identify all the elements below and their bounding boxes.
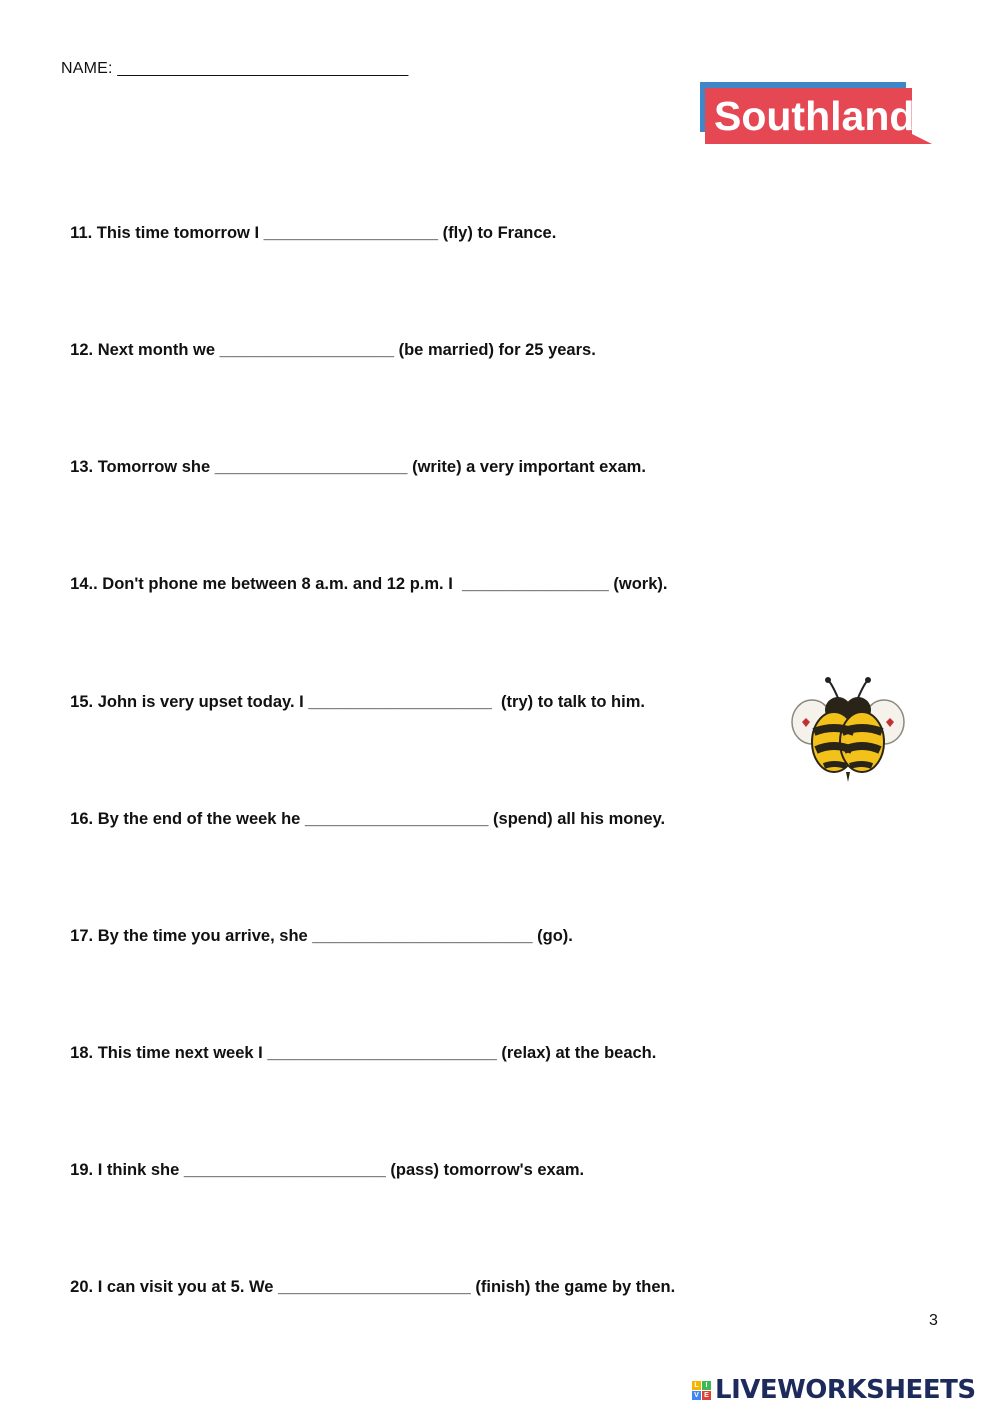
question-18: 18. This time next week I _________________________ (relax) at the beach. [70,1044,657,1062]
answer-blank-13[interactable]: _____________________ [214,458,408,476]
answer-blank-17[interactable]: ________________________ [312,927,533,945]
liveworksheets-logo [692,1374,976,1406]
question-11: 11. This time tomorrow I ___________________ (fly) to France. [70,224,557,242]
page-number: 3 [929,1312,938,1329]
answer-blank-15[interactable]: ____________________ [308,693,497,711]
answer-blank-12[interactable]: ___________________ [219,341,395,359]
question-16: 16. By the end of the week he ____________________ (spend) all his money. [70,810,666,828]
question-15: 15. John is very upset today. I ____________________ (try) to talk to him. [70,693,645,711]
bee-icon [788,676,908,784]
answer-blank-11[interactable]: ___________________ [263,224,439,242]
logo-text: Southland [714,93,915,139]
question-14: 14.. Don't phone me between 8 a.m. and 12 p.m. I ________________ (work). [70,575,668,593]
question-13: 13. Tomorrow she _____________________ (write) a very important exam. [70,458,646,476]
question-20: 20. I can visit you at 5. We _____________________ (finish) the game by then. [70,1278,676,1296]
question-12: 12. Next month we ___________________ (be married) for 25 years. [70,341,596,359]
answer-blank-20[interactable]: _____________________ [278,1278,471,1296]
name-field-label: NAME: ________________________________ [61,60,409,77]
southland-logo [700,82,934,146]
question-17: 17. By the time you arrive, she ________________________ (go). [70,927,573,945]
liveworksheets-grid-icon: L I V E [692,1381,711,1400]
answer-blank-16[interactable]: ____________________ [304,810,489,828]
answer-blank-18[interactable]: _________________________ [267,1044,497,1062]
question-19: 19. I think she ______________________ (pass) tomorrow's exam. [70,1161,585,1179]
liveworksheets-brand: LIVEWORKSHEETS [715,1375,976,1405]
answer-blank-19[interactable]: ______________________ [183,1161,386,1179]
answer-blank-14[interactable]: ________________ [461,575,609,593]
